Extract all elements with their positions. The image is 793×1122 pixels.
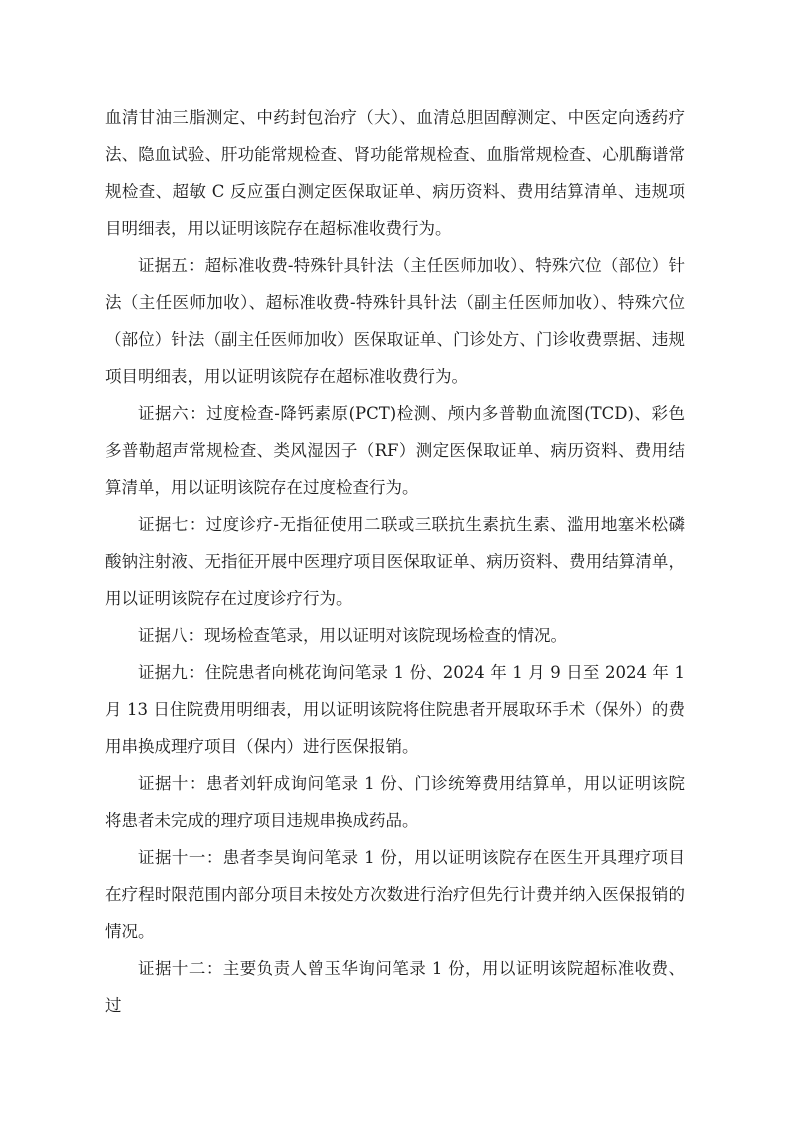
paragraph: 证据十二：主要负责人曾玉华询问笔录 1 份，用以证明该院超标准收费、过 xyxy=(105,959,685,1015)
paragraph: 证据十一：患者李昊询问笔录 1 份，用以证明该院存在医生开具理疗项目在疗程时限范围内部分项目未按处方次数进行治疗但先行计费并纳入医保报销的情况。 xyxy=(105,848,685,941)
paragraph: 证据十：患者刘轩成询问笔录 1 份、门诊统筹费用结算单，用以证明该院将患者未完成的理疗项目违规串换成药品。 xyxy=(105,774,685,830)
document-body-text xyxy=(105,99,685,1024)
paragraph: 证据六：过度检查-降钙素原(PCT)检测、颅内多普勒血流图(TCD)、彩色多普勒超声常规检查、类风湿因子（RF）测定医保取证单、病历资料、费用结算清单，用以证明该院存在过度检查行为。 xyxy=(105,404,685,497)
paragraph: 证据九：住院患者向桃花询问笔录 1 份、2024 年 1 月 9 日至 2024 年 1 月 13 日住院费用明细表，用以证明该院将住院患者开展取环手术（保外）的费用串换成理疗项目（保内）进行医保报销。 xyxy=(105,663,685,756)
paragraph: 证据八：现场检查笔录，用以证明对该院现场检查的情况。 xyxy=(138,626,567,645)
paragraph: 证据七：过度诊疗-无指征使用二联或三联抗生素抗生素、滥用地塞米松磷酸钠注射液、无指征开展中医理疗项目医保取证单、病历资料、费用结算清单，用以证明该院存在过度诊疗行为。 xyxy=(105,515,685,608)
paragraph: 证据五：超标准收费-特殊针具针法（主任医师加收）、特殊穴位（部位）针法（主任医师加收）、超标准收费-特殊针具针法（副主任医师加收）、特殊穴位（部位）针法（副主任医师加收）医保取证单、门诊处方、门诊收费票据、违规项目明细表，用以证明该院存在超标准收费行为。 xyxy=(105,256,685,386)
paragraph: 血清甘油三脂测定、中药封包治疗（大）、血清总胆固醇测定、中医定向透药疗法、隐血试验、肝功能常规检查、肾功能常规检查、血脂常规检查、心肌酶谱常规检查、超敏 C 反应蛋白测定医保取证单、病历资料、费用结算清单、违规项目明细表，用以证明该院存在超标准收费行为。 xyxy=(105,108,685,238)
